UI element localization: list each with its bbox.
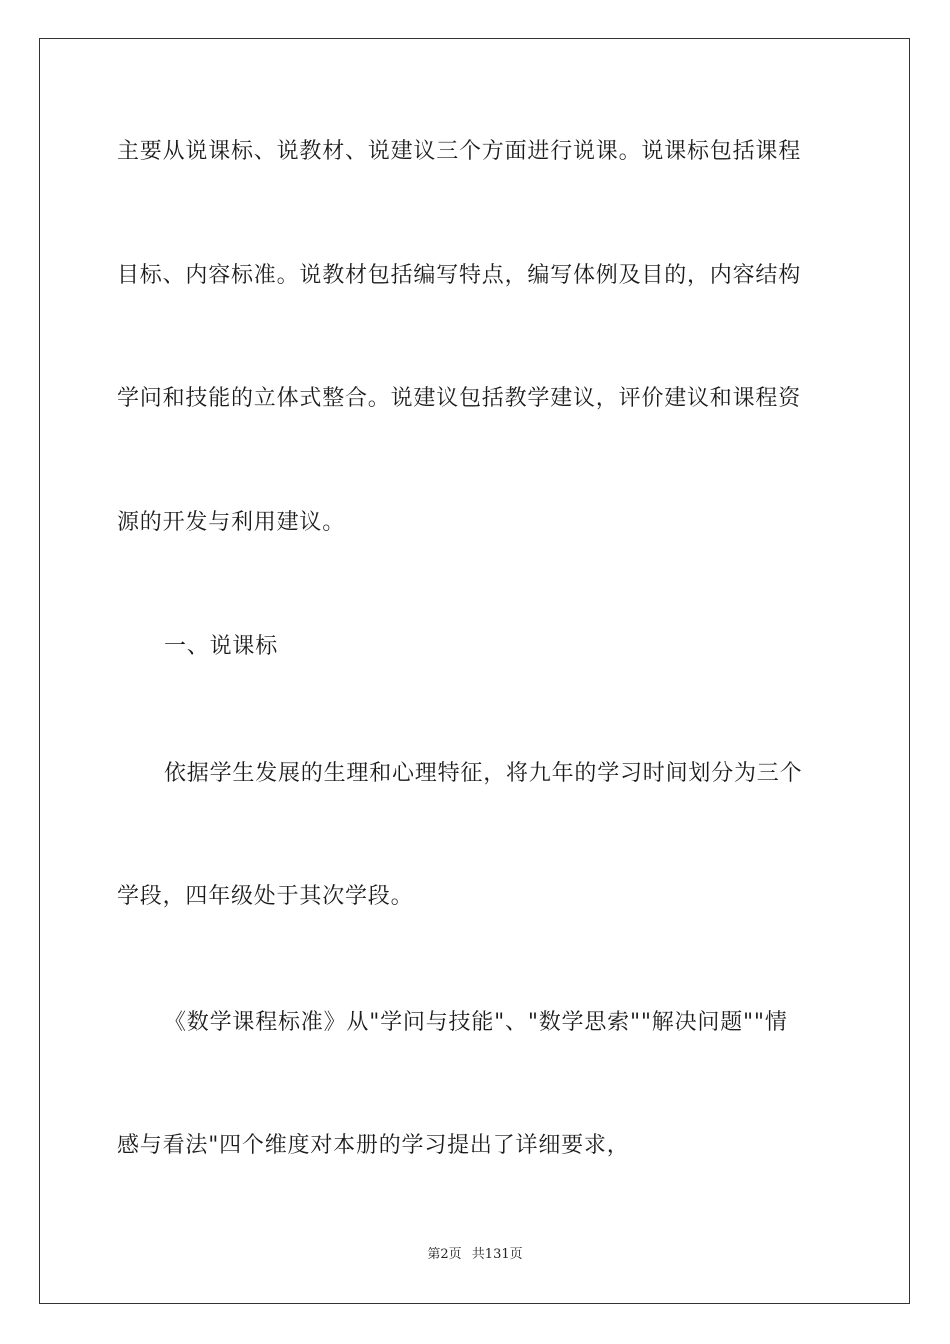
paragraph-2-line-2: 学段，四年级处于其次学段。 (117, 884, 414, 909)
total-pages: 共131页 (471, 1247, 523, 1262)
page-border (39, 38, 910, 1304)
page-footer (0, 1246, 950, 1264)
section-heading: 一、说课标 (164, 634, 279, 659)
paragraph-2-line-1: 依据学生发展的生理和心理特征，将九年的学习时间划分为三个 (164, 761, 803, 786)
paragraph-1-line-2: 目标、内容标准。说教材包括编写特点，编写体例及目的，内容结构 (117, 263, 802, 288)
paragraph-1-line-1: 主要从说课标、说教材、说建议三个方面进行说课。说课标包括课程 (117, 139, 802, 164)
paragraph-1-line-3: 学问和技能的立体式整合。说建议包括教学建议，评价建议和课程资 (117, 386, 802, 411)
paragraph-3-line-1: 《数学课程标准》从"学问与技能"、"数学思索""解决问题""情 (164, 1010, 788, 1035)
paragraph-3-line-2: 感与看法"四个维度对本册的学习提出了详细要求， (117, 1133, 630, 1158)
paragraph-1-line-4: 源的开发与利用建议。 (117, 510, 346, 535)
page-number: 第2页 (427, 1247, 462, 1262)
